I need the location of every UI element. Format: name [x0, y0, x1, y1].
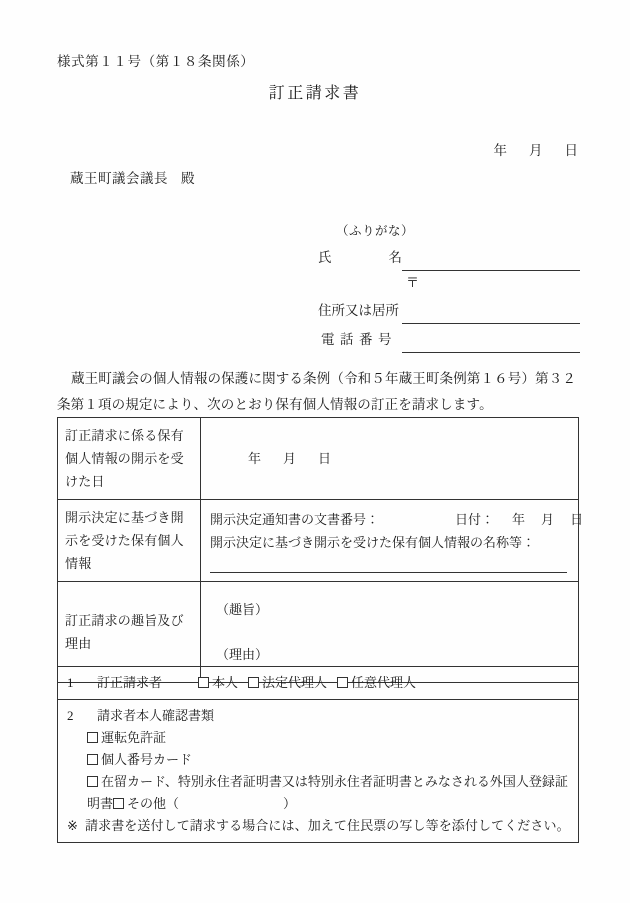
disclosure-year-label: 年: [248, 451, 262, 466]
checkbox-option-residence-card[interactable]: [67, 771, 570, 815]
other-paren-close: ）: [283, 796, 297, 811]
name-label-part2: 名: [388, 250, 402, 265]
phone-input-rule[interactable]: [402, 333, 580, 353]
info-name-input-rule[interactable]: [210, 556, 567, 573]
table-row-disclosure-date: [58, 418, 579, 500]
submission-date-line: [494, 139, 579, 159]
notes-row-identity-documents: [58, 700, 579, 843]
notes-item-number-2: 2: [67, 708, 74, 723]
notice-year-label: 年: [512, 512, 526, 527]
identity-documents-title: 請求者本人確認書類: [97, 708, 215, 723]
table-row-disclosed-info: [58, 500, 579, 582]
purpose-label: （趣旨）: [216, 602, 269, 617]
postal-code-mark: 〒: [406, 275, 420, 290]
attachment-note: [67, 815, 570, 837]
checkbox-option-drivers-license[interactable]: [67, 727, 570, 749]
disclosure-month-label: 月: [283, 451, 297, 466]
name-input-rule[interactable]: [402, 251, 580, 271]
notice-day-label: 日: [570, 512, 584, 527]
document-number-label: 開示決定通知書の文書番号：: [210, 512, 380, 527]
requester-title: 訂正請求者: [97, 675, 163, 690]
checkbox-icon[interactable]: [198, 677, 209, 688]
name-field-row: [318, 245, 580, 271]
name-label-part1: 氏: [318, 250, 332, 265]
note-symbol-icon: ※: [67, 818, 78, 833]
notice-date-label: 日付：: [455, 512, 495, 527]
disclosure-day-label: 日: [318, 451, 332, 466]
checkbox-icon[interactable]: [248, 677, 259, 688]
checkbox-icon[interactable]: [87, 732, 98, 743]
checkbox-label-voluntary-representative: 任意代理人: [351, 675, 417, 690]
checkbox-option-self[interactable]: [198, 675, 238, 690]
furigana-label: （ふりがな）: [336, 224, 415, 238]
notes-table: [57, 666, 579, 843]
main-request-table: [57, 417, 584, 683]
address-input-rule[interactable]: [402, 304, 580, 324]
row-value-disclosed-info[interactable]: [201, 500, 584, 582]
date-year-label: 年: [493, 143, 507, 158]
row-label-disclosure-date: 訂正請求に係る保有個人情報の開示を受けた日: [58, 418, 201, 500]
other-paren-open: （: [166, 796, 180, 811]
addressee-honorific: 殿: [181, 171, 195, 186]
addressee-line: [70, 167, 195, 187]
checkbox-icon[interactable]: [337, 677, 348, 688]
checkbox-icon[interactable]: [87, 754, 98, 765]
checkbox-label-drivers-license: 運転免許証: [101, 730, 167, 745]
address-field-row: [318, 298, 580, 324]
checkbox-option-my-number-card[interactable]: [67, 749, 570, 771]
checkbox-label-my-number-card: 個人番号カード: [101, 752, 193, 767]
document-title: 訂正請求書: [268, 85, 362, 102]
date-day-label: 日: [564, 143, 578, 158]
note-text: 請求書を送付して請求する場合には、加えて住民票の写し等を添付してください。: [85, 818, 570, 833]
info-name-label: 開示決定に基づき開示を受けた保有個人情報の名称等：: [210, 535, 536, 550]
row-label-disclosed-info: 開示決定に基づき開示を受けた保有個人情報: [58, 500, 201, 582]
checkbox-label-other: その他: [127, 796, 167, 811]
phone-field-row: [318, 327, 580, 353]
notes-cell-requester: [58, 667, 579, 700]
reason-label: （理由）: [216, 647, 269, 662]
body-paragraph: 蔵王町議会の個人情報の保護に関する条例（令和５年蔵王町条例第１６号）第３２条第１項の規定により、次のとおり保有個人情報の訂正を請求します。: [57, 371, 577, 412]
name-label: [318, 245, 402, 271]
checkbox-icon[interactable]: [87, 776, 98, 787]
checkbox-option-voluntary-representative[interactable]: [337, 675, 416, 690]
checkbox-label-self: 本人: [212, 675, 239, 690]
row-label-purpose-reason: 訂正請求の趣旨及び理由: [58, 582, 201, 683]
checkbox-label-legal-representative: 法定代理人: [262, 675, 328, 690]
row-value-disclosure-date[interactable]: [201, 418, 579, 500]
address-label: 住所又は居所: [318, 303, 399, 318]
checkbox-icon[interactable]: [113, 798, 124, 809]
notice-month-label: 月: [541, 512, 555, 527]
date-month-label: 月: [529, 143, 543, 158]
checkbox-option-legal-representative[interactable]: [248, 675, 327, 690]
notes-row-requester: [58, 667, 579, 700]
addressee-name: 蔵王町議会議長: [70, 171, 168, 186]
applicant-block: [318, 220, 580, 353]
checkbox-label-residence-card: 在留カード、特別永住者証明書又は特別永住者証明書とみなされる外国人登録証明書: [87, 774, 568, 811]
phone-label: 電話番号: [321, 332, 397, 347]
notes-item-number-1: 1: [67, 675, 74, 690]
notes-cell-identity-documents: [58, 700, 579, 843]
form-number: 様式第１１号（第１８条関係）: [57, 54, 255, 69]
